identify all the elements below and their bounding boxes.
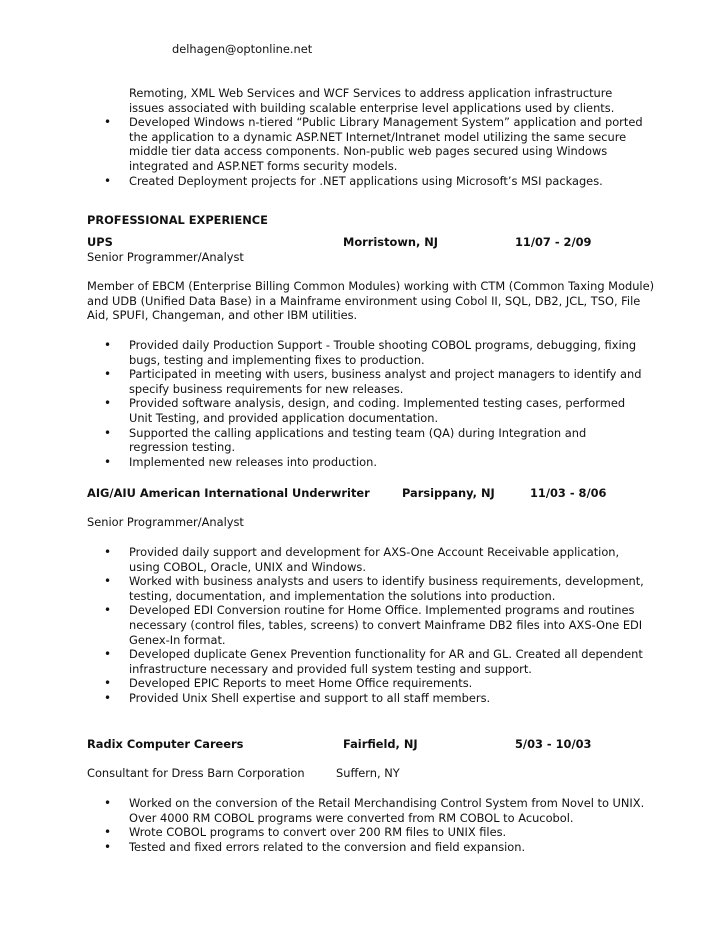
list-item: • Implemented new releases into production.	[0, 455, 728, 470]
list-item: • Developed EPIC Reports to meet Home Office requirements.	[0, 676, 728, 691]
bullet-continuation: Remoting, XML Web Services and WCF Services to address application infrastructure issues associated with building scalable enterprise level applications used by clients.	[129, 86, 615, 115]
job-dates: 11/03 - 8/06	[530, 486, 607, 500]
job-title: Consultant for Dress Barn Corporation	[87, 766, 305, 780]
list-item: • Tested and fixed errors related to the conversion and field expansion.	[0, 840, 728, 855]
job-summary: Member of EBCM (Enterprise Billing Common Modules) working with CTM (Common Taxing Module) and UDB (Unified Data Base) in a Mainframe environment using Cobol II, SQL, DB2, JCL, TSO, File Aid, SPUFI, Changeman, and other IBM utilities.	[87, 279, 655, 323]
prior-job-bullets	[0, 86, 728, 188]
bullet-list	[0, 338, 728, 469]
list-item: • Participated in meeting with users, business analyst and project managers to identify and specify business requirements for new releases.	[0, 367, 728, 396]
job-location: Fairfield, NJ	[343, 737, 418, 751]
job-header-aig	[0, 486, 728, 501]
list-item: • Supported the calling applications and testing team (QA) during Integration and regression testing.	[0, 426, 728, 455]
list-item: • Worked on the conversion of the Retail Merchandising Control System from Novel to UNIX. Over 4000 RM COBOL programs were converted from RM COBOL to Acucobol.	[0, 796, 728, 825]
job-title: Senior Programmer/Analyst	[87, 515, 244, 529]
list-item: • Developed EDI Conversion routine for Home Office. Implemented programs and routines necessary (control files, tables, screens) to convert Mainframe DB2 files into AXS-One EDI Genex-In format.	[0, 603, 728, 647]
bullet-list	[0, 796, 728, 854]
company-name: UPS	[87, 235, 113, 249]
job-location: Morristown, NJ	[343, 235, 439, 249]
job-bullets-aig	[0, 545, 728, 706]
email-address: delhagen@optonline.net	[172, 42, 313, 56]
job-bullets-ups	[0, 338, 728, 469]
company-name: Radix Computer Careers	[87, 737, 244, 751]
list-item: • Developed duplicate Genex Prevention functionality for AR and GL. Created all dependent infrastructure necessary and provided full system testing and support.	[0, 647, 728, 676]
list-item: • Provided daily Production Support - Trouble shooting COBOL programs, debugging, fixing bugs, testing and implementing fixes to production.	[0, 338, 728, 367]
list-item: • Worked with business analysts and users to identify business requirements, development, testing, documentation, and implementation the solutions into production.	[0, 574, 728, 603]
bullet-list	[0, 115, 728, 188]
job-title: Senior Programmer/Analyst	[87, 250, 244, 264]
list-item: • Provided software analysis, design, and coding. Implemented testing cases, performed Unit Testing, and provided application documentation.	[0, 396, 728, 425]
bullet-list	[0, 545, 728, 706]
list-item: • Provided Unix Shell expertise and support to all staff members.	[0, 691, 728, 706]
client-location: Suffern, NY	[336, 766, 400, 780]
list-item: • Provided daily support and development for AXS-One Account Receivable application, using COBOL, Oracle, UNIX and Windows.	[0, 545, 728, 574]
job-location: Parsippany, NJ	[402, 486, 495, 500]
job-dates: 11/07 - 2/09	[515, 235, 592, 249]
list-item: • Developed Windows n-tiered “Public Library Management System” application and ported the application to a dynamic ASP.NET Internet/Intranet model utilizing the same secure middle tier data access components. Non-public web pages secured using Windows integrated and ASP.NET forms security models.	[0, 115, 728, 173]
job-bullets-radix	[0, 796, 728, 854]
job-dates: 5/03 - 10/03	[515, 737, 592, 751]
list-item: • Created Deployment projects for .NET applications using Microsoft’s MSI packages.	[0, 174, 728, 189]
list-item: • Wrote COBOL programs to convert over 200 RM files to UNIX files.	[0, 825, 728, 840]
job-header-ups	[0, 235, 728, 250]
job-title-row	[0, 766, 728, 781]
section-heading: PROFESSIONAL EXPERIENCE	[87, 213, 268, 227]
company-name: AIG/AIU American International Underwriter	[87, 486, 370, 500]
job-header-radix	[0, 737, 728, 752]
